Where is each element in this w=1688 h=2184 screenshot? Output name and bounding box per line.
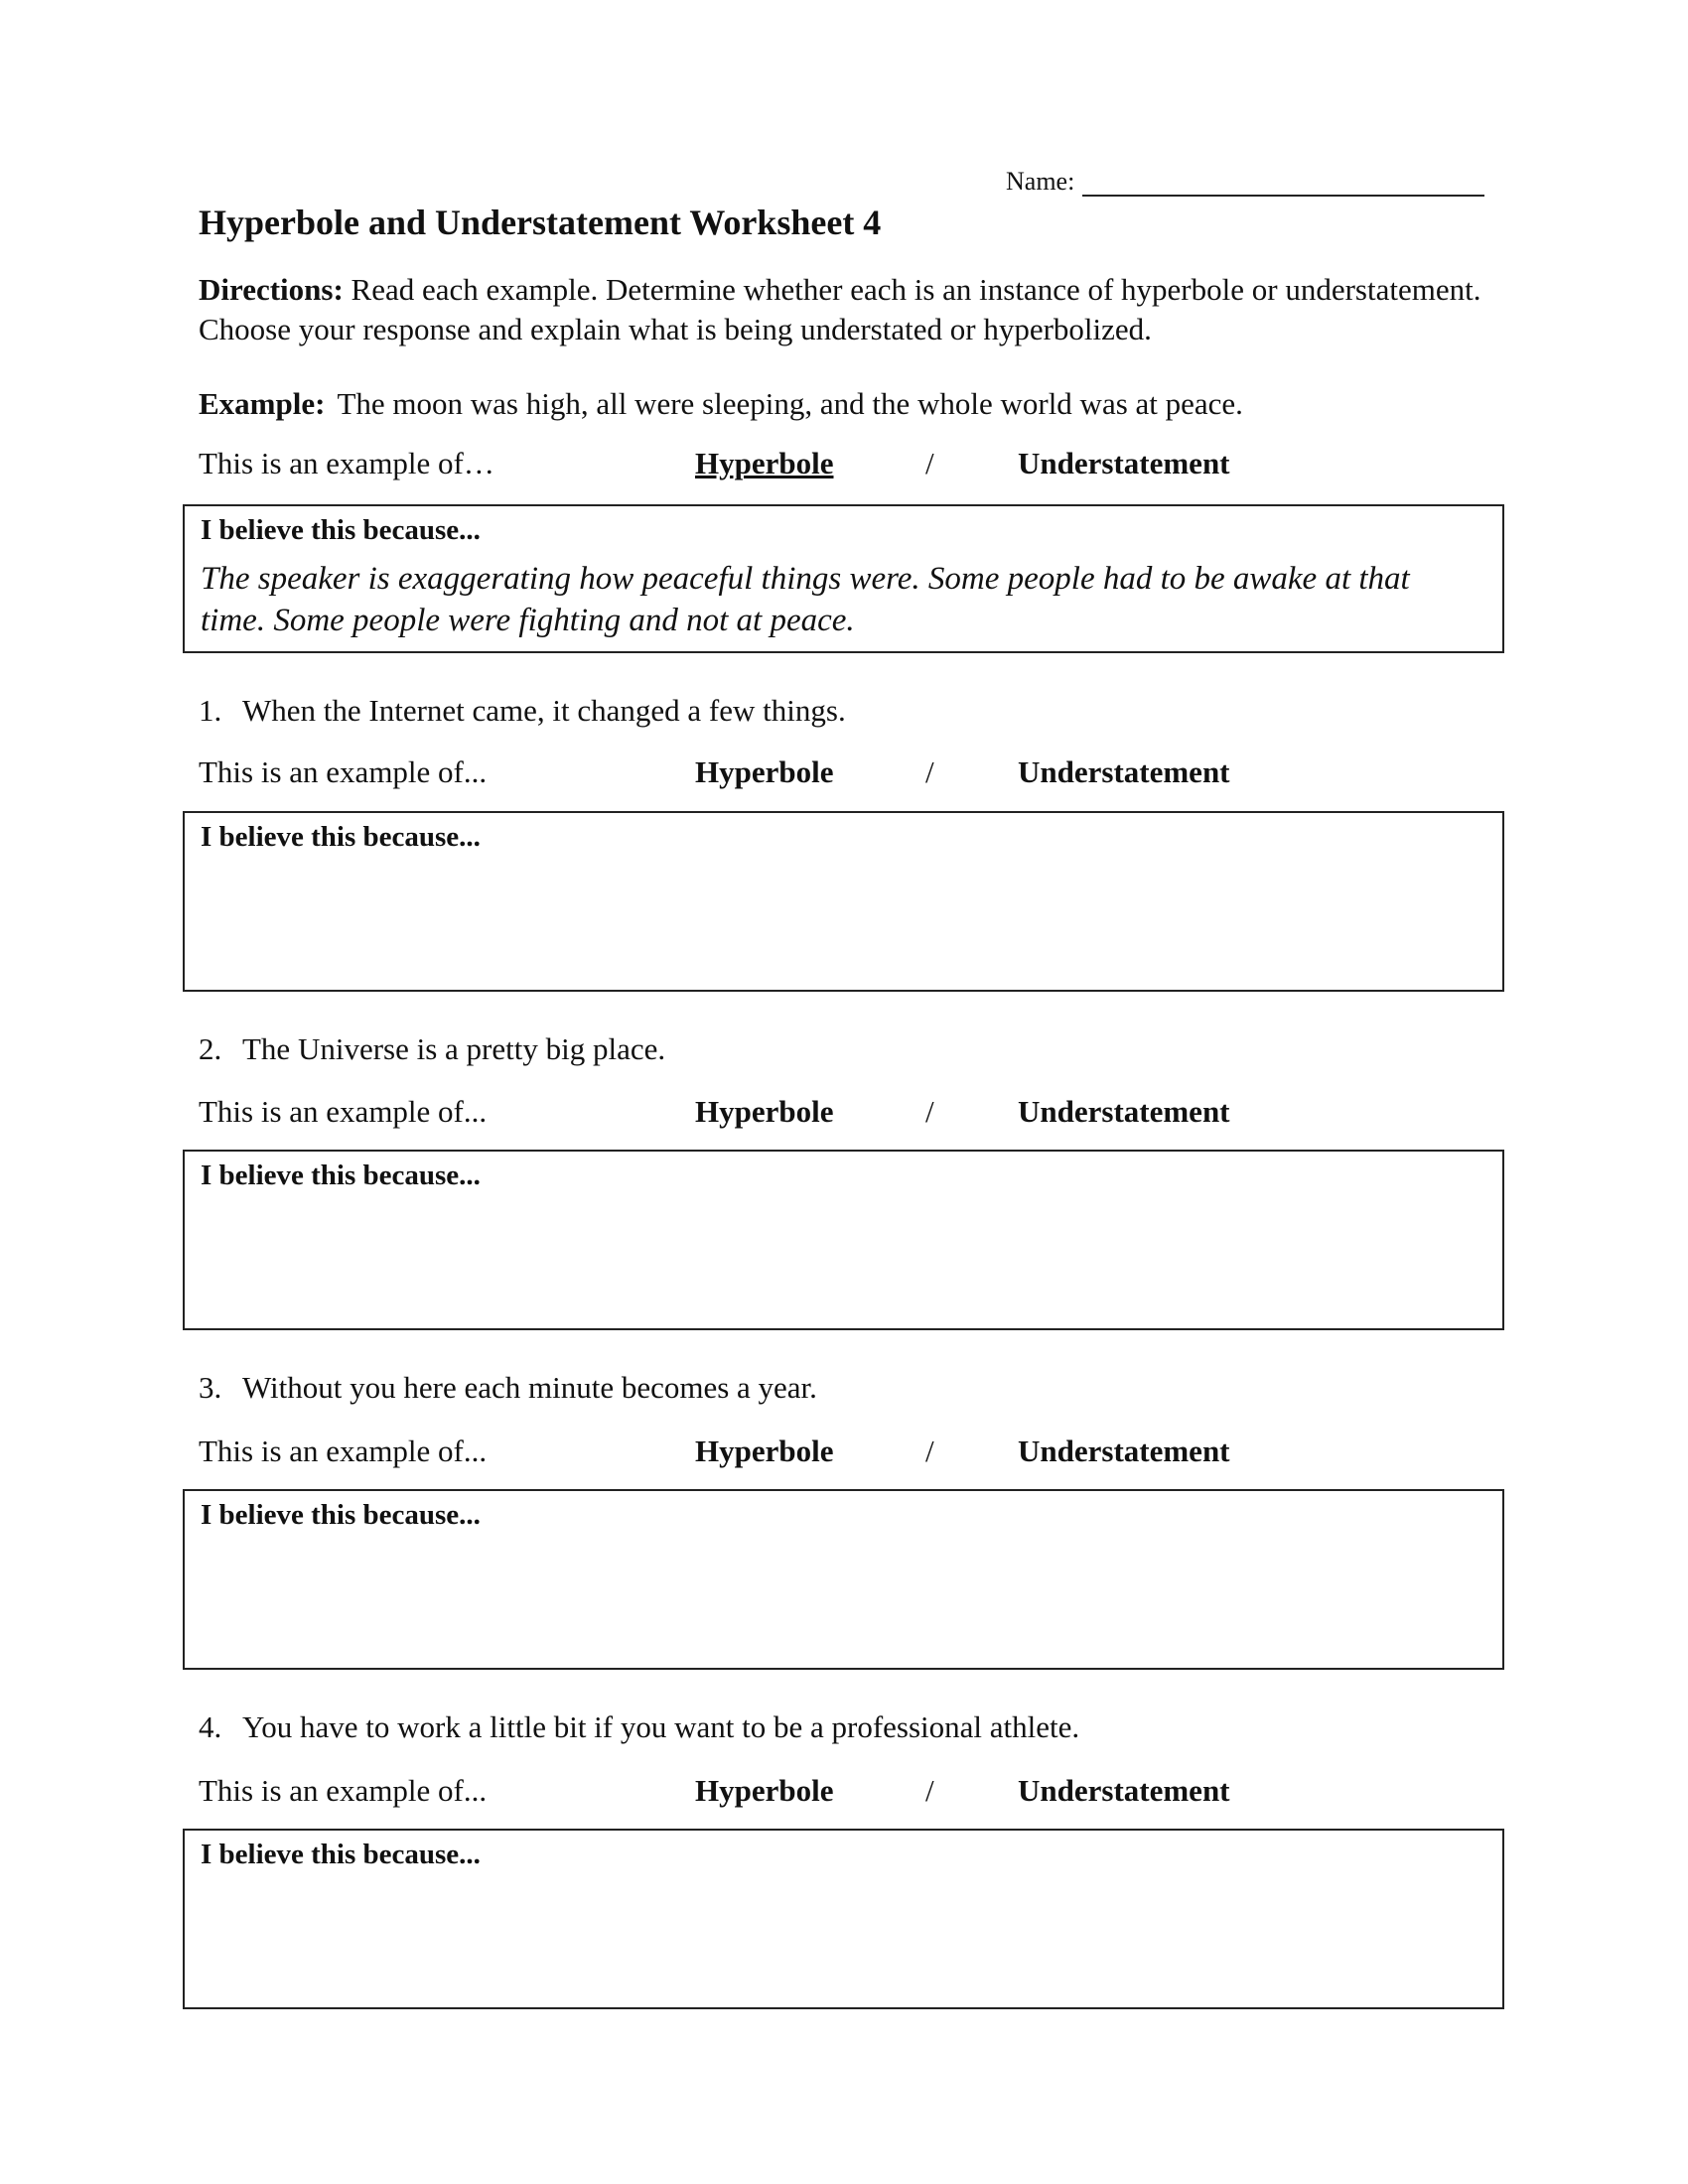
question-1-choice-row xyxy=(199,754,1291,794)
option-understatement[interactable]: Understatement xyxy=(1018,754,1230,789)
question-2 xyxy=(199,1031,665,1067)
question-prompt: This is an example of... xyxy=(199,1094,488,1129)
option-slash: / xyxy=(925,1094,934,1129)
option-hyperbole[interactable]: Hyperbole xyxy=(695,1773,834,1808)
example-box-label: I believe this because... xyxy=(201,514,481,546)
question-4 xyxy=(199,1709,1079,1745)
option-understatement[interactable]: Understatement xyxy=(1018,1094,1230,1129)
box-label: I believe this because... xyxy=(201,1160,481,1191)
example-option-understatement: Understatement xyxy=(1018,446,1230,480)
question-3-choice-row xyxy=(199,1433,1291,1473)
example-answer-box xyxy=(183,504,1504,653)
example-option-hyperbole: Hyperbole xyxy=(695,446,834,480)
example-label: Example: xyxy=(199,386,326,421)
example-sentence xyxy=(199,386,1243,422)
directions-label: Directions: xyxy=(199,272,344,307)
option-slash: / xyxy=(925,1773,934,1808)
question-text: You have to work a little bit if you want to be a professional athlete. xyxy=(242,1709,1080,1744)
question-1 xyxy=(199,693,846,729)
box-label: I believe this because... xyxy=(201,1839,481,1870)
page-title: Hyperbole and Understatement Worksheet 4 xyxy=(199,203,882,242)
option-slash: / xyxy=(925,1433,934,1468)
question-number: 4. xyxy=(199,1709,222,1744)
example-text: The moon was high, all were sleeping, and the whole world was at peace. xyxy=(337,386,1243,421)
box-label: I believe this because... xyxy=(201,1499,481,1531)
name-field[interactable] xyxy=(1006,167,1484,197)
question-number: 1. xyxy=(199,693,222,728)
question-4-choice-row xyxy=(199,1773,1291,1813)
question-prompt: This is an example of... xyxy=(199,1773,488,1808)
question-prompt: This is an example of... xyxy=(199,1433,488,1468)
name-blank-line[interactable] xyxy=(1082,169,1484,197)
question-text: The Universe is a pretty big place. xyxy=(242,1031,666,1066)
example-choice-row xyxy=(199,446,1291,485)
question-1-answer-box[interactable] xyxy=(183,811,1504,992)
directions-text: Read each example. Determine whether each is an instance of hyperbole or understatement. Choose your response and explain what is being understated or hyperbolized. xyxy=(199,272,1481,346)
example-prompt: This is an example of… xyxy=(199,446,494,480)
question-prompt: This is an example of... xyxy=(199,754,488,789)
option-hyperbole[interactable]: Hyperbole xyxy=(695,1094,834,1129)
question-3-answer-box[interactable] xyxy=(183,1489,1504,1670)
question-3 xyxy=(199,1370,817,1406)
option-understatement[interactable]: Understatement xyxy=(1018,1433,1230,1468)
option-hyperbole[interactable]: Hyperbole xyxy=(695,1433,834,1468)
question-text: When the Internet came, it changed a few things. xyxy=(242,693,846,728)
question-number: 3. xyxy=(199,1370,222,1405)
example-answer-text: The speaker is exaggerating how peaceful things were. Some people had to be awake at that time. Some people were fighting and not at peace. xyxy=(201,561,1410,638)
question-text: Without you here each minute becomes a year. xyxy=(242,1370,817,1405)
question-2-answer-box[interactable] xyxy=(183,1150,1504,1330)
box-label: I believe this because... xyxy=(201,821,481,853)
question-2-choice-row xyxy=(199,1094,1291,1134)
example-slash: / xyxy=(925,446,934,480)
option-understatement[interactable]: Understatement xyxy=(1018,1773,1230,1808)
question-number: 2. xyxy=(199,1031,222,1066)
name-label: Name: xyxy=(1006,167,1075,196)
option-hyperbole[interactable]: Hyperbole xyxy=(695,754,834,789)
question-4-answer-box[interactable] xyxy=(183,1829,1504,2009)
option-slash: / xyxy=(925,754,934,789)
directions xyxy=(199,270,1489,349)
